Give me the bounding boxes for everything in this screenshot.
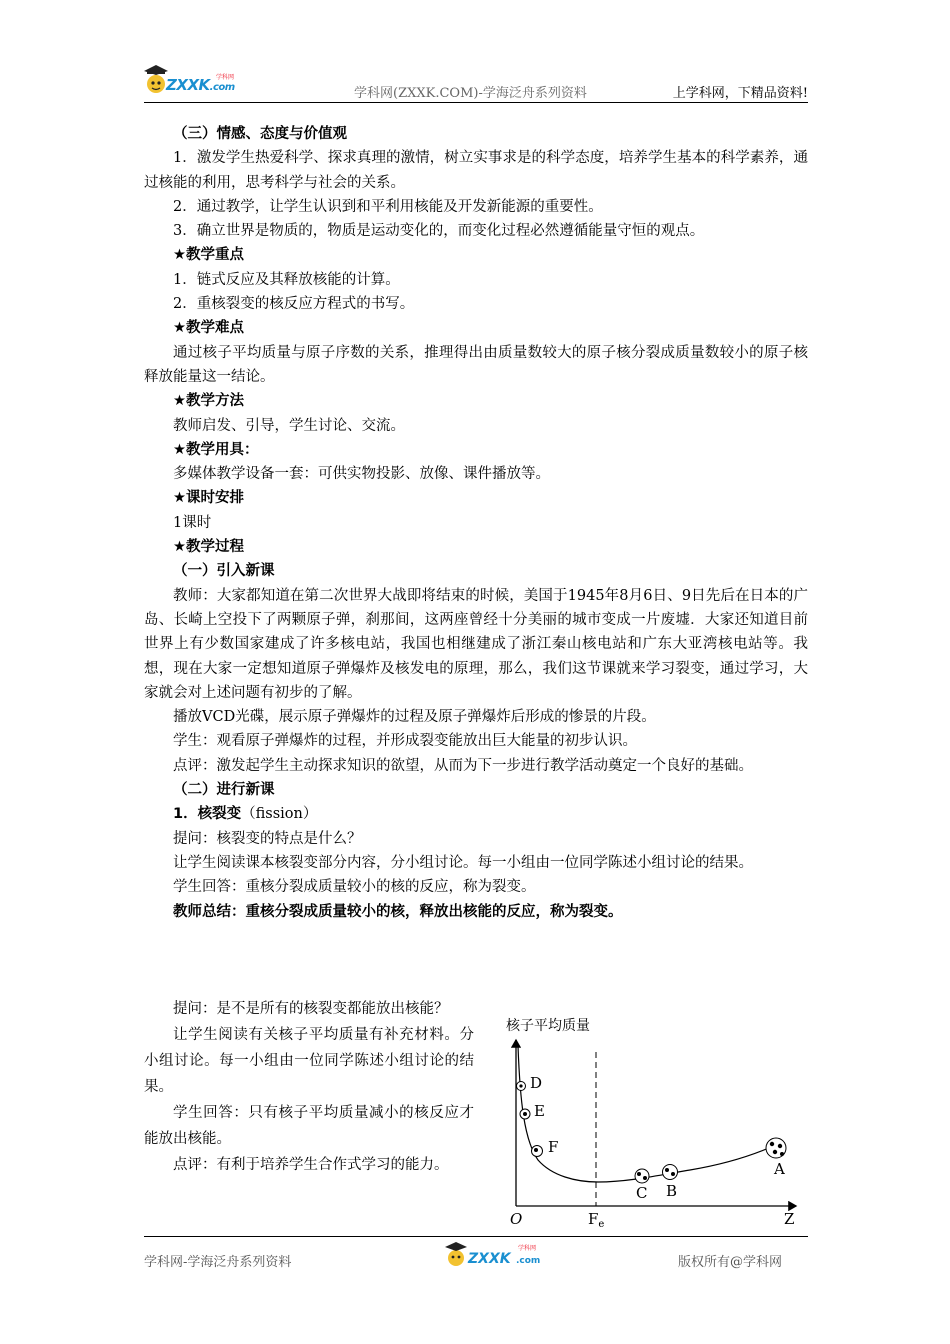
zxxk-logo bbox=[144, 64, 248, 98]
y-axis-label: 核子平均质量 bbox=[506, 1018, 590, 1034]
nucleus-c-dot bbox=[643, 1176, 647, 1180]
nucleus-a-dot bbox=[773, 1150, 777, 1154]
nucleon-mass-diagram bbox=[490, 1010, 810, 1230]
point-label-e: E bbox=[534, 1102, 545, 1120]
footer-logo-word: ZXXK bbox=[468, 1251, 511, 1267]
point-label-f: F bbox=[548, 1138, 559, 1156]
logo-word: ZXXK bbox=[166, 76, 210, 94]
paragraph: 播放VCD光碟，展示原子弹爆炸的过程及原子弹爆炸后形成的惨景的片段。 bbox=[173, 709, 656, 726]
paragraph: 让学生阅读课本核裂变部分内容，分小组讨论。每一小组由一位同学陈述小组讨论的结果。 bbox=[173, 854, 753, 871]
header-center-text: 学科网(ZXXK.COM)-学海泛舟系列资料 bbox=[354, 86, 587, 101]
paragraph: 学生回答：重核分裂成质量较小的核的反应，称为裂变。 bbox=[173, 879, 536, 896]
nucleus-a-dot bbox=[770, 1142, 774, 1146]
footer-copyright: 版权所有@学科网 bbox=[677, 1255, 782, 1270]
origin-label: O bbox=[510, 1210, 523, 1228]
figure-side-text bbox=[144, 996, 474, 1178]
point-label-b: B bbox=[666, 1182, 678, 1200]
footer-logo-tag: 学科网 bbox=[518, 1245, 537, 1252]
section-heading: ★教学难点 bbox=[173, 320, 244, 337]
paragraph: 2．重核裂变的核反应方程式的书写。 bbox=[173, 296, 415, 313]
nucleus-b bbox=[663, 1165, 678, 1180]
paragraph: 提问：核裂变的特点是什么？ bbox=[173, 830, 362, 847]
teacher-summary: 教师总结：重核分裂成质量较小的核，释放出核能的反应，称为裂变。 bbox=[173, 903, 623, 920]
paragraph: 教师启发、引导，学生讨论、交流。 bbox=[173, 417, 405, 434]
footer-mascot-icon bbox=[444, 1241, 554, 1271]
page-footer bbox=[144, 1236, 808, 1277]
document-body bbox=[144, 122, 808, 924]
logo-suffix: .com bbox=[209, 82, 235, 93]
page-header bbox=[144, 62, 808, 103]
paragraph: 3．确立世界是物质的，物质是运动变化的，而变化过程必然遵循能量守恒的观点。 bbox=[173, 223, 705, 240]
topic-heading bbox=[144, 802, 808, 826]
logo-text bbox=[166, 76, 235, 94]
section-heading: ★教学用具： bbox=[173, 441, 259, 458]
section-heading: ★教学重点 bbox=[173, 247, 244, 264]
header-slogan: 上学科网，下精品资料! bbox=[672, 86, 808, 101]
subsection-heading: （一）引入新课 bbox=[173, 563, 275, 580]
fe-label bbox=[588, 1210, 604, 1230]
fe-sub: e bbox=[598, 1219, 605, 1230]
nucleus-e-dot bbox=[523, 1112, 527, 1116]
topic-english: （fission） bbox=[241, 806, 318, 823]
point-label-c: C bbox=[636, 1184, 648, 1202]
footer-logo bbox=[444, 1241, 554, 1271]
nucleus-b-dot bbox=[671, 1172, 675, 1176]
nucleus-f-dot bbox=[534, 1148, 538, 1152]
paragraph: 学生回答：只有核子平均质量减小的核反应才能放出核能。 bbox=[144, 1105, 474, 1147]
point-label-d: D bbox=[530, 1074, 543, 1092]
section-heading: ★教学过程 bbox=[173, 539, 244, 556]
section-heading: （三）情感、态度与价值观 bbox=[173, 126, 347, 142]
fe-main: F bbox=[588, 1210, 599, 1228]
nucleus-b-dot bbox=[665, 1168, 669, 1172]
paragraph: 点评：有利于培养学生合作式学习的能力。 bbox=[173, 1157, 449, 1173]
logo-tag: 学科网 bbox=[216, 74, 235, 81]
footer-left-text: 学科网-学海泛舟系列资料 bbox=[144, 1255, 292, 1270]
mass-curve bbox=[518, 1046, 778, 1182]
paragraph: 1课时 bbox=[173, 514, 212, 531]
paragraph: 1．激发学生热爱科学、探求真理的激情，树立实事求是的科学态度，培养学生基本的科学素养，通过核能的利用，思考科学与社会的关系。 bbox=[144, 150, 808, 191]
nucleus-c-dot bbox=[637, 1172, 641, 1176]
paragraph: 教师：大家都知道在第二次世界大战即将结束的时候，美国于1945年8月6日、9日先后在日本的广岛、长崎上空投下了两颗原子弹，刹那间，这两座曾经十分美丽的城市变成一片废墟．大家还知道目前世界上有少数国家建成了许多核电站，我国也相继建成了浙江秦山核电站和广东大亚湾核电站等。我想，现在大家一定想知道原子弹爆炸及核发电的原理，那么，我们这节课就来学习裂变，通过学习，大家就会对上述问题有初步的了解。 bbox=[144, 587, 808, 701]
paragraph: 通过核子平均质量与原子序数的关系，推理得出由质量数较大的原子核分裂成质量数较小的原子核释放能量这一结论。 bbox=[144, 344, 808, 385]
nucleus-a-dot bbox=[780, 1152, 784, 1156]
paragraph: 2．通过教学，让学生认识到和平利用核能及开发新能源的重要性。 bbox=[173, 198, 603, 215]
nucleus-c bbox=[635, 1169, 649, 1183]
point-label-a: A bbox=[774, 1160, 785, 1178]
section-heading: ★课时安排 bbox=[173, 490, 244, 507]
footer-logo-suffix: .com bbox=[516, 1256, 541, 1266]
paragraph: 提问：是不是所有的核裂变都能放出核能？ bbox=[173, 1001, 449, 1017]
paragraph: 点评：激发起学生主动探求知识的欲望，从而为下一步进行教学活动奠定一个良好的基础。 bbox=[173, 757, 753, 774]
x-axis-label: Z bbox=[784, 1210, 795, 1228]
paragraph: 让学生阅读有关核子平均质量有补充材料。分小组讨论。每一小组由一位同学陈述小组讨论的结果。 bbox=[144, 1027, 474, 1095]
topic-title: 1．核裂变 bbox=[173, 806, 242, 823]
nucleon-mass-figure bbox=[490, 1010, 810, 1230]
paragraph: 学生：观看原子弹爆炸的过程，并形成裂变能放出巨大能量的初步认识。 bbox=[173, 733, 637, 750]
paragraph: 多媒体教学设备一套：可供实物投影、放像、课件播放等。 bbox=[173, 466, 550, 483]
section-heading: ★教学方法 bbox=[173, 393, 244, 410]
subsection-heading: （二）进行新课 bbox=[173, 782, 275, 799]
paragraph: 1．链式反应及其释放核能的计算。 bbox=[173, 271, 400, 288]
nucleus-a-dot bbox=[778, 1144, 782, 1148]
nucleus-d-dot bbox=[519, 1084, 522, 1087]
